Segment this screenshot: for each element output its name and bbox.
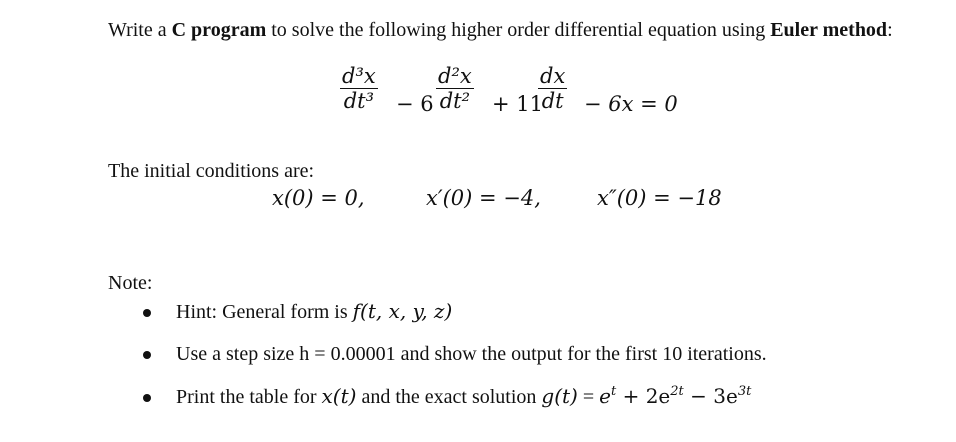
fraction-2-denominator: dt² [439, 89, 471, 113]
intro-text-3: : [887, 19, 893, 41]
initial-condition-x-double-prime-0: x″(0) = −18 [597, 186, 722, 210]
note-label: Note: [108, 272, 153, 294]
problem-statement [108, 17, 928, 43]
hint-text: Hint: General form is [176, 301, 353, 323]
intro-bold-euler-method: Euler method [770, 19, 888, 41]
intro-bold-c-program: C program [171, 19, 267, 41]
intro-text-1: Write a [108, 19, 172, 41]
print-text-2: and the exact solution [356, 386, 542, 408]
equation-operator-plus-11: + 11 [492, 92, 543, 116]
bullet-dot [143, 309, 151, 317]
exact-e2-exponent: 2t [670, 384, 684, 399]
exact-e1-exponent: t [610, 384, 617, 399]
note-item-step-size: Use a step size h = 0.00001 and show the output for the first 10 iterations. [176, 343, 767, 365]
exact-solution [599, 384, 751, 408]
fraction-1-numerator: d³x [342, 64, 376, 88]
note-item-hint [176, 299, 452, 324]
exact-plus-2e: + 2e [616, 384, 671, 408]
bullet-dot [143, 394, 151, 402]
bullet-dot [143, 351, 151, 359]
fraction-dx-dt [538, 64, 567, 113]
fraction-d3x-dt3 [340, 64, 378, 113]
intro-text-2: to solve the following higher order differential equation using [266, 19, 771, 41]
note-item-print-table [176, 384, 751, 409]
equation-operator-minus-6: − 6 [396, 92, 434, 116]
hint-general-form: f(t, x, y, z) [352, 299, 453, 323]
equation-tail: − 6x = 0 [584, 92, 678, 116]
print-equals: = [577, 386, 600, 408]
fraction-3-denominator: dt [541, 89, 564, 113]
print-g-of-t: g(t) [541, 384, 578, 408]
initial-condition-x-prime-0: x′(0) = −4, [426, 186, 541, 210]
fraction-2-numerator: d²x [438, 64, 472, 88]
fraction-3-numerator: dx [540, 64, 566, 88]
initial-condition-x0: x(0) = 0, [272, 186, 365, 210]
fraction-d2x-dt2 [436, 64, 474, 113]
exact-minus-3e: − 3e [683, 384, 738, 408]
print-x-of-t: x(t) [321, 384, 357, 408]
fraction-1-denominator: dt³ [343, 89, 375, 113]
print-text-1: Print the table for [176, 386, 322, 408]
exact-e1: e [599, 384, 611, 408]
exact-e3-exponent: 3t [737, 384, 752, 399]
initial-conditions-label: The initial conditions are: [108, 160, 315, 182]
